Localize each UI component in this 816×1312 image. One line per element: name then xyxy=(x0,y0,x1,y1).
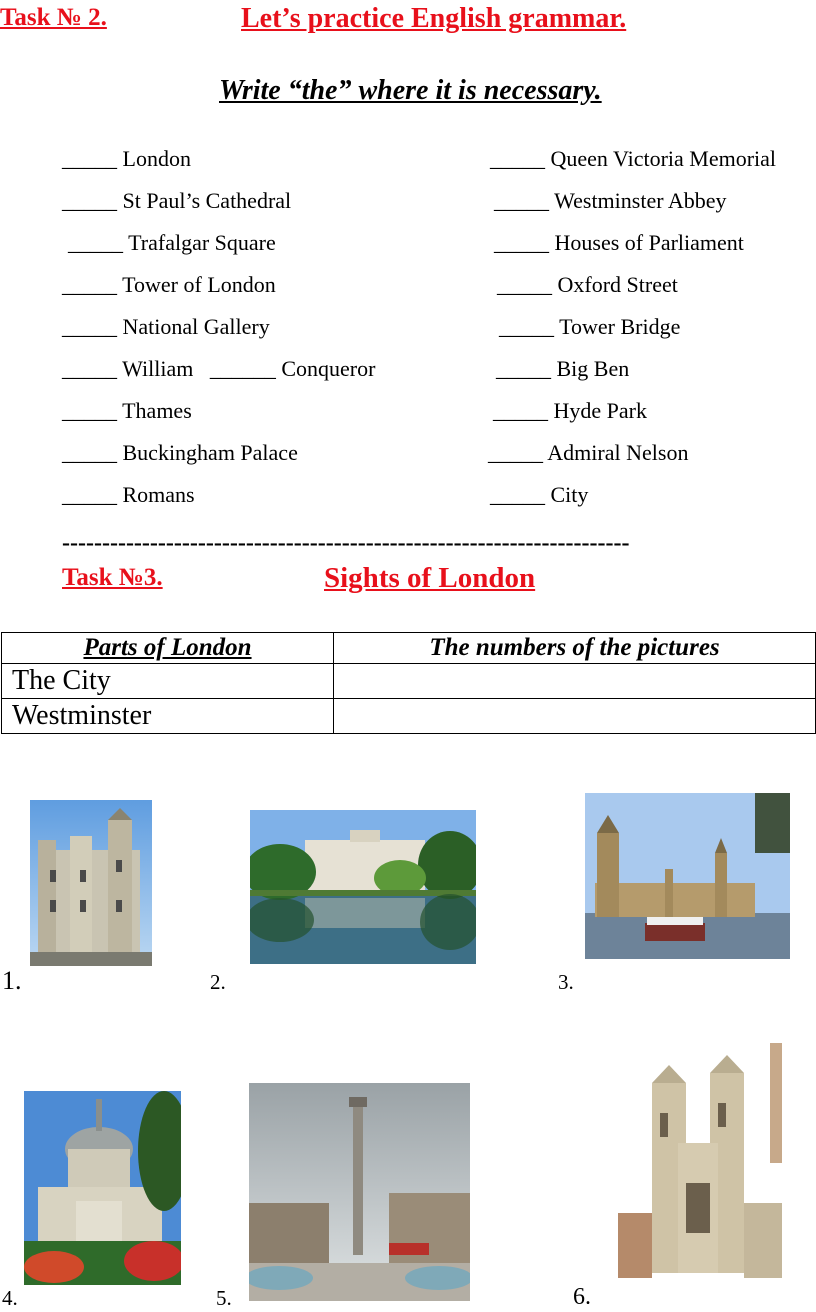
list-item xyxy=(62,356,375,382)
item-text: Oxford Street xyxy=(557,272,678,297)
answer-blank: _____ xyxy=(499,314,554,339)
header-parts-text: Parts of London xyxy=(83,634,252,661)
item-text: National Gallery xyxy=(122,314,270,339)
answer-blank: _____ xyxy=(62,440,117,465)
item-text: Admiral Nelson xyxy=(547,440,689,465)
answer-blank: _____ xyxy=(62,482,117,507)
row-part-city: The City xyxy=(2,664,334,699)
list-item xyxy=(62,398,192,424)
header-numbers: The numbers of the pictures xyxy=(334,633,816,664)
list-item xyxy=(494,230,744,256)
answer-blank: _____ xyxy=(68,230,123,255)
answer-cell-westminster[interactable] xyxy=(334,699,816,734)
item-text: London xyxy=(122,146,191,171)
answer-blank: _____ xyxy=(488,440,543,465)
list-item xyxy=(490,482,588,508)
answer-blank: _____ xyxy=(62,314,117,339)
picture-number: 6. xyxy=(573,1284,591,1310)
item-text: Houses of Parliament xyxy=(554,230,744,255)
header-parts xyxy=(2,633,334,664)
task3-label: Task №3. xyxy=(62,564,163,591)
list-item xyxy=(62,188,291,214)
list-item xyxy=(496,356,629,382)
separator-line: ----------------------------------------------------------------------- xyxy=(62,530,630,556)
list-item xyxy=(494,188,726,214)
item-text: William xyxy=(122,356,194,381)
list-item xyxy=(62,272,276,298)
picture-number: 1. xyxy=(2,966,22,995)
list-item xyxy=(68,230,276,256)
list-item xyxy=(499,314,680,340)
answer-blank: _____ xyxy=(62,146,117,171)
answer-blank: _____ xyxy=(494,188,549,213)
answer-blank: _____ xyxy=(62,398,117,423)
answer-blank: _____ xyxy=(490,482,545,507)
tower-of-london-image xyxy=(30,800,152,966)
item-text: Romans xyxy=(122,482,195,507)
list-item xyxy=(62,314,270,340)
item-text-conqueror: ______ Conqueror xyxy=(209,356,376,381)
item-text: Thames xyxy=(122,398,192,423)
item-text: Tower Bridge xyxy=(559,314,681,339)
task2-label: Task № 2. xyxy=(0,4,107,31)
answer-blank: _____ xyxy=(490,146,545,171)
list-item xyxy=(493,398,647,424)
picture-number: 2. xyxy=(210,970,226,994)
picture-number: 5. xyxy=(216,1286,232,1310)
list-item xyxy=(62,482,195,508)
sights-table xyxy=(1,632,816,734)
item-text: St Paul’s Cathedral xyxy=(122,188,292,213)
item-text: City xyxy=(550,482,589,507)
houses-of-parliament-image xyxy=(585,793,790,959)
list-item xyxy=(490,146,776,172)
list-item xyxy=(497,272,678,298)
task2-instruction: Write “the” where it is necessary. xyxy=(219,75,602,106)
westminster-abbey-image xyxy=(618,1043,782,1278)
answer-blank: _____ xyxy=(496,356,551,381)
list-item xyxy=(62,146,191,172)
answer-blank: _____ xyxy=(62,356,117,381)
answer-blank: _____ xyxy=(62,272,117,297)
item-text: Buckingham Palace xyxy=(122,440,298,465)
buckingham-palace-image xyxy=(250,810,476,964)
list-item xyxy=(488,440,688,466)
item-text: Westminster Abbey xyxy=(554,188,727,213)
answer-cell-city[interactable] xyxy=(334,664,816,699)
picture-number: 4. xyxy=(2,1286,18,1310)
list-item xyxy=(62,440,298,466)
item-text: Hyde Park xyxy=(553,398,647,423)
item-text: Queen Victoria Memorial xyxy=(550,146,777,171)
item-text: Big Ben xyxy=(556,356,630,381)
answer-blank: _____ xyxy=(497,272,552,297)
picture-number: 3. xyxy=(558,970,574,994)
task2-title: Let’s practice English grammar. xyxy=(241,3,627,34)
row-part-westminster: Westminster xyxy=(2,699,334,734)
trafalgar-square-image xyxy=(249,1083,470,1301)
task3-title: Sights of London xyxy=(324,562,536,594)
answer-blank: _____ xyxy=(62,188,117,213)
item-text: Tower of London xyxy=(122,272,276,297)
st-pauls-cathedral-image xyxy=(24,1091,181,1285)
answer-blank: _____ xyxy=(493,398,548,423)
answer-blank: _____ xyxy=(494,230,549,255)
item-text: Trafalgar Square xyxy=(128,230,276,255)
